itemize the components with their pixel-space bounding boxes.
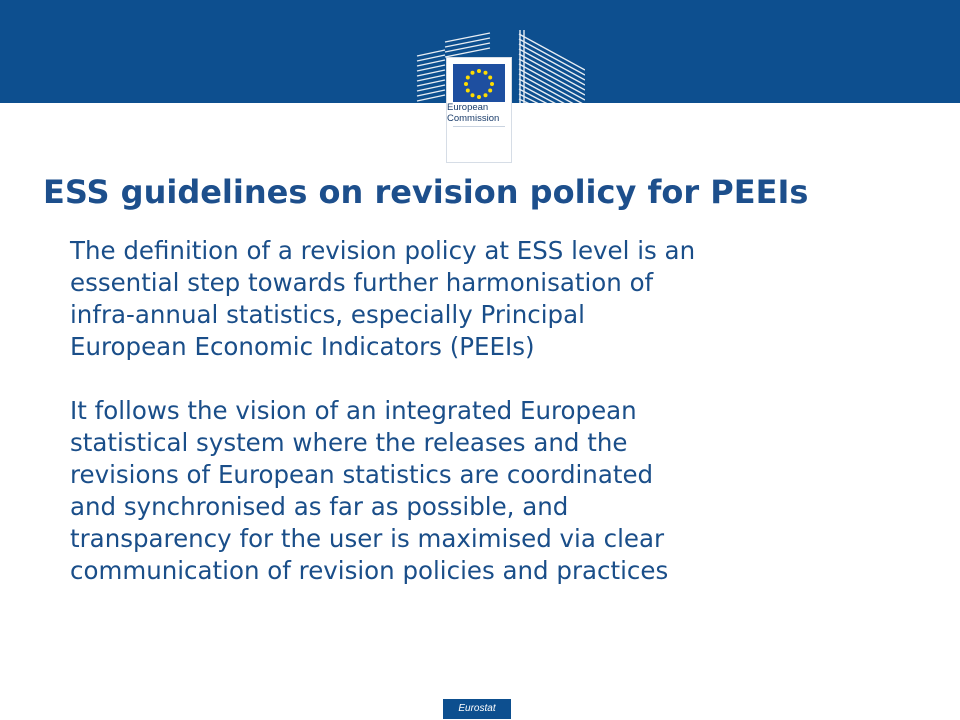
logo-caption	[447, 102, 509, 124]
logo-line-commission: Commission	[447, 113, 500, 124]
slide-title: ESS guidelines on revision policy for PEEIs	[43, 173, 809, 211]
footer-eurostat-tag: Eurostat	[443, 699, 511, 719]
body-paragraph-1: The definition of a revision policy at ESS level is an essential step towards further harmonisation of infra-annual statistics, especially Principal European Economic Indicators (PEEIs)	[70, 236, 696, 361]
logo-line-european: European	[447, 102, 489, 113]
body-paragraph-2: It follows the vision of an integrated European statistical system where the releases and the revisions of European statistics are coordinated and synchronised as far as possible, and transparency for the user is maximised via clear communication of revision policies and practices	[70, 396, 669, 585]
slide-body	[70, 235, 940, 619]
